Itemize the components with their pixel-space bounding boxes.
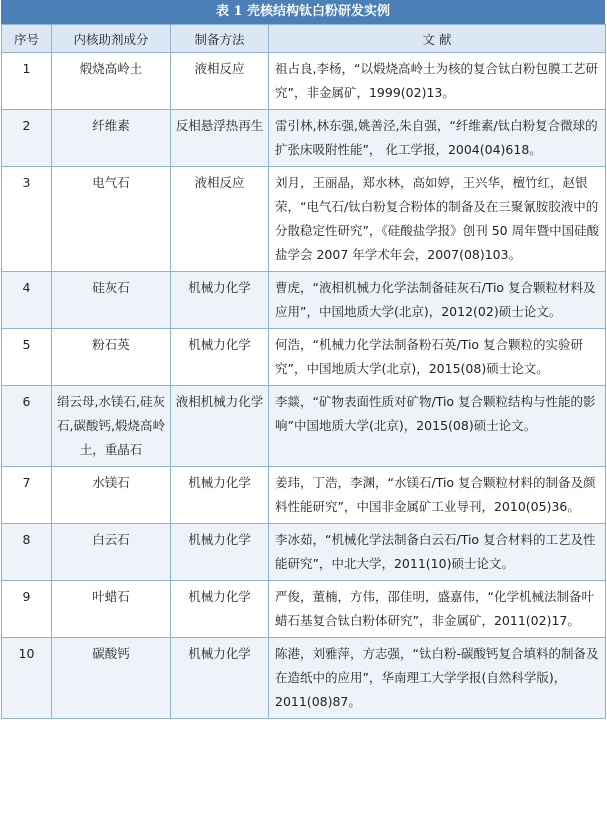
- table-row: [2, 386, 606, 467]
- row-method: 液相反应: [171, 53, 269, 110]
- header-material: 内核助剂成分: [52, 25, 171, 53]
- table-row: [2, 110, 606, 167]
- header-num: 序号: [2, 25, 52, 53]
- table-row: [2, 638, 606, 719]
- row-material: 电气石: [52, 167, 171, 272]
- row-num: 5: [2, 329, 52, 386]
- row-num: 10: [2, 638, 52, 719]
- table-row: [2, 329, 606, 386]
- table-row: [2, 53, 606, 110]
- row-method: 液相反应: [171, 167, 269, 272]
- row-reference: 曹虎，“液相机械力化学法制备硅灰石/Tio 复合颗粒材料及应用”，中国地质大学(北京)，2012(02)硕士论文。: [269, 272, 606, 329]
- row-reference: 严俊，董楠，方伟，邵佳明，盛嘉伟，“化学机械法制备叶蜡石基复合钛白粉体研究”，非金属矿，2011(02)17。: [269, 581, 606, 638]
- row-method: 机械力化学: [171, 467, 269, 524]
- reference-table: [1, 24, 606, 719]
- row-reference: 祖占良,李杨，“以煅烧高岭土为核的复合钛白粉包膜工艺研究”，非金属矿，1999(02)13。: [269, 53, 606, 110]
- table-row: [2, 272, 606, 329]
- row-reference: 陈港，刘雅萍，方志强，“钛白粉-碳酸钙复合填料的制备及在造纸中的应用”，华南理工大学学报(自然科学版)，2011(08)87。: [269, 638, 606, 719]
- table-row: [2, 524, 606, 581]
- row-method: 机械力化学: [171, 524, 269, 581]
- table-title: 表 1 壳核结构钛白粉研发实例: [1, 0, 605, 24]
- row-reference: 姜玮，丁浩，李渊，“水镁石/Tio 复合颗粒材料的制备及颜料性能研究”，中国非金属矿工业导刊，2010(05)36。: [269, 467, 606, 524]
- row-num: 6: [2, 386, 52, 467]
- row-method: 机械力化学: [171, 581, 269, 638]
- table-row: [2, 581, 606, 638]
- row-material: 纤维素: [52, 110, 171, 167]
- row-reference: 何浩，“机械力化学法制备粉石英/Tio 复合颗粒的实验研究”，中国地质大学(北京)，2015(08)硕士论文。: [269, 329, 606, 386]
- row-method: 液相机械力化学: [171, 386, 269, 467]
- row-material: 水镁石: [52, 467, 171, 524]
- header-method: 制备方法: [171, 25, 269, 53]
- reference-table-container: [1, 0, 605, 719]
- row-material: 叶蜡石: [52, 581, 171, 638]
- row-material: 粉石英: [52, 329, 171, 386]
- row-num: 3: [2, 167, 52, 272]
- row-material: 煅烧高岭土: [52, 53, 171, 110]
- row-method: 反相悬浮热再生: [171, 110, 269, 167]
- row-method: 机械力化学: [171, 329, 269, 386]
- header-reference: 文 献: [269, 25, 606, 53]
- row-method: 机械力化学: [171, 638, 269, 719]
- row-num: 4: [2, 272, 52, 329]
- row-reference: 雷引林,林东强,姚善泾,朱自强，“纤维素/钛白粉复合微球的扩张床吸附性能”， 化工学报，2004(04)618。: [269, 110, 606, 167]
- row-method: 机械力化学: [171, 272, 269, 329]
- row-material: 绢云母,水镁石,硅灰石,碳酸钙,煅烧高岭土，重晶石: [52, 386, 171, 467]
- row-num: 7: [2, 467, 52, 524]
- row-num: 1: [2, 53, 52, 110]
- table-row: [2, 167, 606, 272]
- table-header-row: [2, 25, 606, 53]
- row-reference: 李燚，“矿物表面性质对矿物/Tio 复合颗粒结构与性能的影响”中国地质大学(北京)，2015(08)硕士论文。: [269, 386, 606, 467]
- row-num: 9: [2, 581, 52, 638]
- row-reference: 刘月，王丽晶，郑水林，高如婷，王兴华，檀竹红，赵银荣，“电气石/钛白粉复合粉体的制备及在三聚氰胺胶液中的分散稳定性研究”，《硅酸盐学报》创刊 50 周年暨中国硅酸盐学会 2007 年学术年会，2007(08)103。: [269, 167, 606, 272]
- row-material: 碳酸钙: [52, 638, 171, 719]
- row-num: 8: [2, 524, 52, 581]
- row-num: 2: [2, 110, 52, 167]
- row-material: 白云石: [52, 524, 171, 581]
- row-material: 硅灰石: [52, 272, 171, 329]
- row-reference: 李冰茹，“机械化学法制备白云石/Tio 复合材料的工艺及性能研究”，中北大学，2011(10)硕士论文。: [269, 524, 606, 581]
- table-row: [2, 467, 606, 524]
